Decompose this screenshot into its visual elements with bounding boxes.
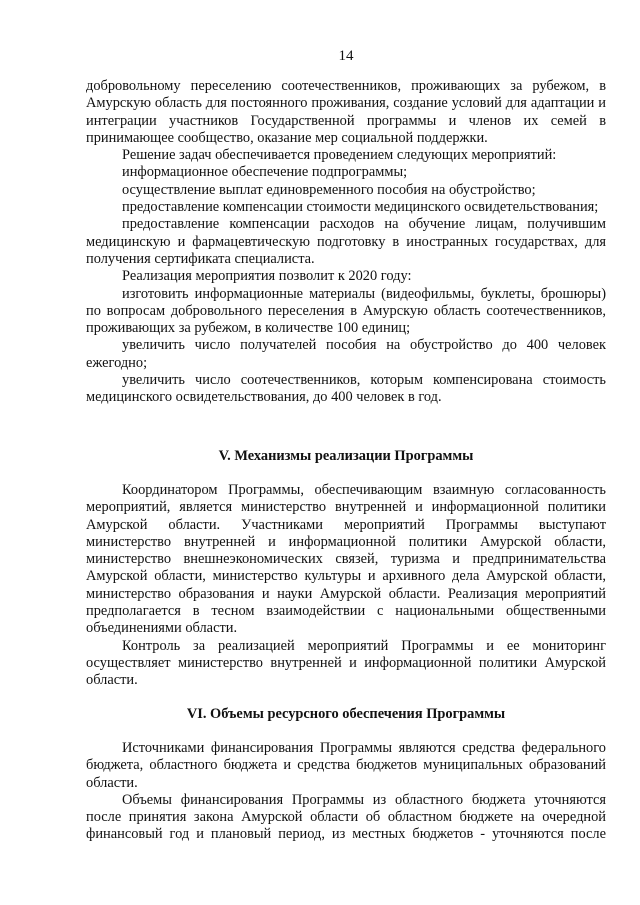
paragraph: осуществление выплат единовременного пособия на обустройство; xyxy=(122,181,536,198)
paragraph: увеличить число соотечественников, которым компенсирована стоимость медицинского освидетельствования, до 400 человек в год. xyxy=(86,372,606,406)
section-heading-v: V. Механизмы реализации Программы xyxy=(218,448,474,464)
paragraph: информационное обеспечение подпрограммы; xyxy=(122,164,408,181)
paragraph: Источниками финансирования Программы являются средства федерального бюджета, областного бюджета и средства бюджетов муниципальных образований области. xyxy=(86,740,606,791)
paragraph: Реализация мероприятия позволит к 2020 году: xyxy=(122,268,412,285)
paragraph: Контроль за реализацией мероприятий Программы и ее мониторинг осуществляет министерство внутренней и информационной политики Амурской области. xyxy=(86,637,606,689)
section-vi-body xyxy=(86,740,606,844)
paragraph: Решение задач обеспечивается проведением следующих мероприятий: xyxy=(122,147,557,164)
page-number: 14 xyxy=(338,48,354,64)
paragraph: добровольному переселению соотечественников, проживающих за рубежом, в Амурскую область для постоянного проживания, создание условий для адаптации и интеграции участников Государственной программы и членов их семей в принимающее сообщество, оказание мер социальной поддержки. xyxy=(86,78,606,146)
paragraph: Объемы финансирования Программы из областного бюджета уточняются после принятия закона Амурской области об областном бюджете на очередной финансовый год и плановый период, из местных бюджетов - уточняются после xyxy=(86,791,606,843)
section-heading-vi: VI. Объемы ресурсного обеспечения Программы xyxy=(186,706,506,722)
paragraph: увеличить число получателей пособия на обустройство до 400 человек ежегодно; xyxy=(86,337,606,371)
document-page xyxy=(86,0,606,905)
section-continuation xyxy=(86,78,606,407)
paragraph: предоставление компенсации расходов на обучение лицам, получившим медицинскую и фармацевтическую подготовку в иностранных государствах, для получения сертификата специалиста. xyxy=(86,216,606,267)
section-v-body xyxy=(86,482,606,690)
paragraph: предоставление компенсации стоимости медицинского освидетельствования; xyxy=(122,199,599,216)
paragraph: Координатором Программы, обеспечивающим взаимную согласованность мероприятий, является министерство внутренней и информационной политики Амурской области. Участниками мероприятий Программы выступают министерство внутренней и информационной политики Амурской области, министерство внешнеэкономических связей, туризма и предпринимательства Амурской области, министерство культуры и архивного дела Амурской области, министерство образования и науки Амурской области. Реализация мероприятий предполагается в тесном взаимодействии с национальными общественными объединениями области. xyxy=(86,482,606,637)
paragraph: изготовить информационные материалы (видеофильмы, буклеты, брошюры) по вопросам добровольного переселения в Амурскую область соотечественников, проживающих за рубежом, в количестве 100 единиц; xyxy=(86,285,606,337)
